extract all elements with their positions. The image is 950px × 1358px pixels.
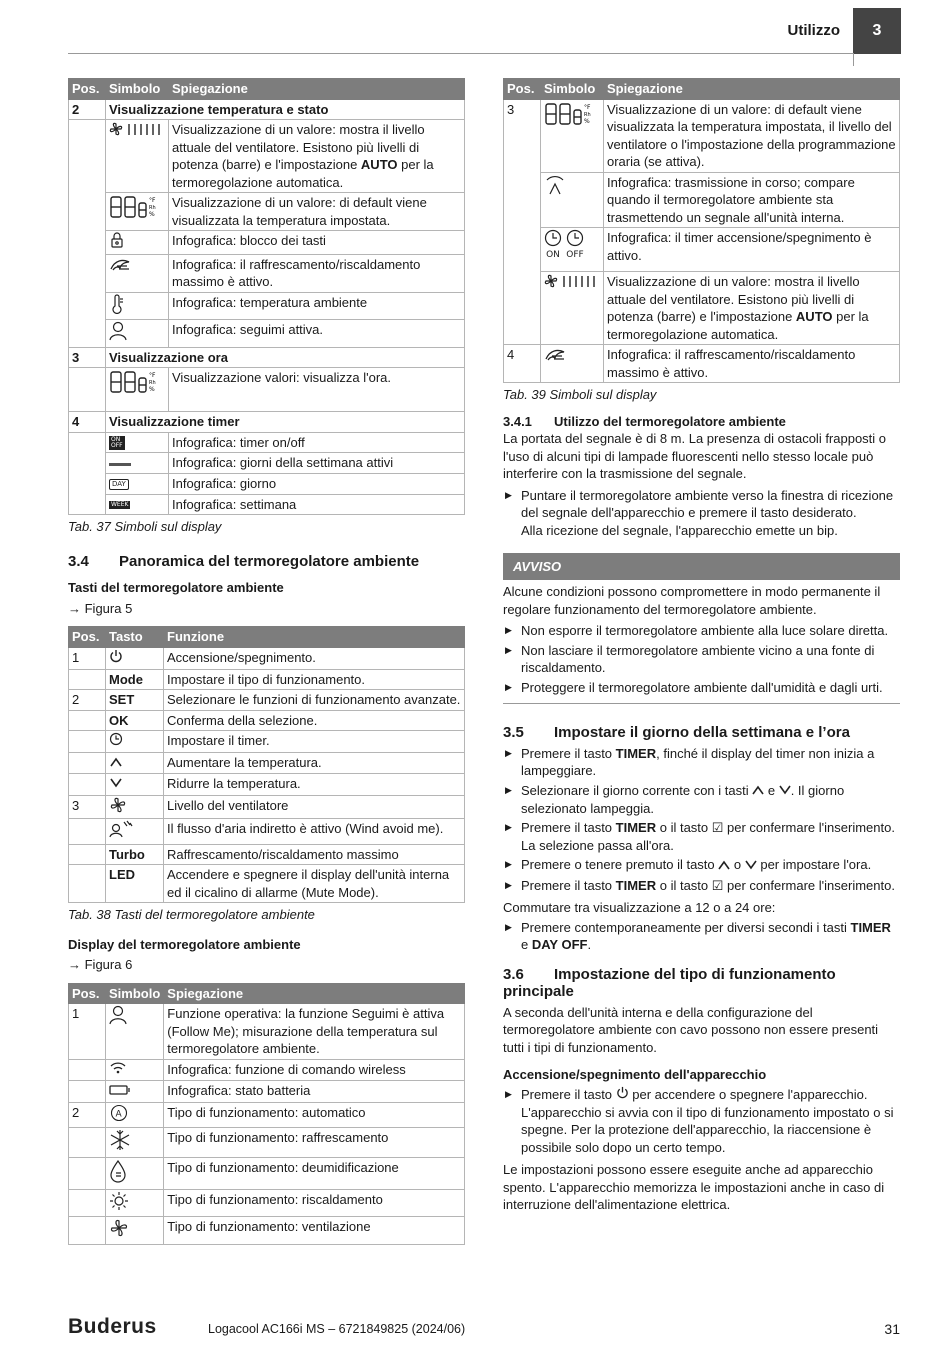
wind-avoid-me-icon — [109, 820, 133, 843]
table-row: 2 A Tipo di funzionamento: automatico — [69, 1102, 465, 1128]
th-explanation: Spiegazione — [164, 983, 465, 1004]
room-temperature-icon — [109, 294, 125, 319]
th-pos: Pos. — [69, 627, 106, 648]
timer-on-icon: ON — [544, 229, 562, 260]
table-37 — [68, 78, 465, 515]
table-row: Mode Impostare il tipo di funzionamento. — [69, 669, 465, 690]
svg-text:Rh: Rh — [149, 205, 156, 211]
table-row: 1 Accensione/spegnimento. — [69, 647, 465, 669]
day-icon: DAY — [109, 479, 129, 490]
table-row: Aumentare la temperatura. — [69, 752, 465, 773]
document-reference: Logacool AC166i MS – 6721849825 (2024/06) — [208, 1322, 466, 1336]
list-item: ▶ Premere il tasto TIMER o il tasto ☑ per confermare l'inserimento. — [503, 877, 900, 895]
segment-value-icon — [544, 101, 594, 132]
weekdays-icon — [109, 455, 131, 473]
list-item: ▶ Premere contemporaneamente per diversi secondi i tasti TIMER e DAY OFF. — [503, 919, 900, 954]
auto-mode-icon — [109, 1104, 129, 1127]
fan-bars-icon — [109, 121, 165, 142]
th-symbol: Simbolo — [541, 79, 604, 100]
table-39-caption: Tab. 39 Simboli sul display — [503, 387, 657, 402]
th-symbol: Simbolo — [106, 983, 164, 1004]
section-3-4-subheading: Tasti del termoregolatore ambiente — [68, 580, 284, 596]
table-39-part1 — [68, 983, 465, 1245]
table-row: 2 Visualizzazione temperatura e stato — [69, 99, 465, 120]
th-symbol: Simbolo — [106, 79, 169, 100]
chevron-down-icon — [779, 782, 791, 800]
svg-text:Rh: Rh — [149, 380, 156, 386]
th-explanation: Spiegazione — [604, 79, 900, 100]
fan-icon — [109, 797, 127, 818]
battery-icon — [109, 1083, 131, 1101]
th-function: Funzione — [164, 627, 465, 648]
segment-time-icon — [109, 369, 159, 400]
list-item: ▶ Selezionare il giorno corrente con i tasti e . Il giorno selezionato lampeggia. — [503, 782, 900, 818]
lock-icon — [109, 232, 125, 253]
chevron-down-icon — [109, 776, 123, 794]
th-explanation: Spiegazione — [169, 79, 465, 100]
th-pos: Pos. — [504, 79, 541, 100]
th-key: Tasto — [106, 627, 164, 648]
list-item: ▶ Premere il tasto TIMER o il tasto ☑ per confermare l'inserimento. La selezione passa all'ora. — [503, 819, 900, 854]
section-3-6-subheading: Accensione/spegnimento dell'apparecchio — [503, 1067, 767, 1083]
fan-mode-icon — [109, 1218, 129, 1243]
table-row: Tipo di funzionamento: ventilazione — [69, 1217, 465, 1245]
week-icon: WEEK — [111, 501, 129, 509]
transmitting-icon — [544, 174, 566, 201]
page-number: 31 — [884, 1321, 900, 1337]
table-row: Infografica: seguimi attiva. — [69, 320, 465, 348]
chevron-up-icon — [752, 782, 764, 800]
chevron-up-icon — [718, 857, 730, 875]
table-row: 3 Livello del ventilatore — [69, 795, 465, 819]
header-tick — [853, 54, 854, 66]
table-row: Visualizzazione di un valore: mostra il livello attuale del ventilatore. Esistono più livelli di potenza (barre) e l'impostazione AUTO per la termoregolazione automatica. — [504, 272, 900, 345]
table-row: LED Accendere e spegnere il display dell'unità interna ed il cicalino di allarme (Mute Mode). — [69, 865, 465, 903]
heating-icon — [109, 1191, 129, 1216]
table-row: Tipo di funzionamento: deumidificazione — [69, 1158, 465, 1190]
timer-off-icon: OFF — [566, 229, 584, 260]
figure-5-reference: → Figura 5 — [68, 600, 133, 616]
table-38 — [68, 626, 465, 903]
section-3-4-heading: 3.4 Panoramica del termoregolatore ambiente — [68, 552, 420, 570]
follow-me-icon — [109, 1005, 127, 1030]
svg-text:°F: °F — [149, 197, 156, 204]
table-row: Infografica: trasmissione in corso; compare quando il termoregolatore ambiente sta trasmettendo un segnale all'unità interna. — [504, 172, 900, 228]
svg-text:A: A — [115, 1109, 122, 1120]
chapter-number: 3 — [853, 8, 901, 54]
figure-6-reference: → Figura 6 — [68, 957, 133, 973]
table-row: Impostare il timer. — [69, 731, 465, 753]
section-3-5-list — [503, 745, 900, 895]
table-row: Infografica: stato batteria — [69, 1081, 465, 1102]
svg-text:%: % — [149, 386, 155, 393]
section-3-6-list — [503, 1086, 900, 1157]
section-3-5-heading: 3.5 Impostare il giorno della settimana e l’ora — [503, 724, 850, 741]
table-39-part2 — [503, 78, 900, 383]
table-38-caption: Tab. 38 Tasti del termoregolatore ambiente — [68, 907, 315, 923]
svg-text:Rh: Rh — [584, 111, 591, 118]
list-item: ▶ Non lasciare il termoregolatore ambiente vicino a una fonte di riscaldamento. — [503, 642, 900, 677]
warning-banner: AVVISO — [503, 553, 900, 580]
table-row: Infografica: blocco dei tasti — [69, 231, 465, 255]
table-row: Infografica: temperatura ambiente — [69, 292, 465, 320]
table-row: 3 Visualizzazione ora — [69, 347, 465, 368]
list-item: ▶ Non esporre il termoregolatore ambiente alla luce solare diretta. — [503, 622, 900, 640]
turbo-icon — [544, 346, 568, 367]
section-3-6-paragraph-2: Le impostazioni possono essere eseguite anche ad apparecchio spento. L'apparecchio memorizza le impostazioni anche in caso di interruzione dell'alimentazione elettrica. — [503, 1162, 885, 1213]
svg-text:%: % — [149, 211, 155, 218]
table-row: 4 Visualizzazione timer — [69, 412, 465, 433]
follow-me-icon — [109, 321, 127, 346]
power-icon — [109, 649, 123, 668]
list-item: ▶ Premere il tasto per accendere o spegnere l'apparecchio. L'apparecchio si avvia con il tipo di funzionamento impostato o si spegne. Per la protezione dell'apparecchio, la riaccensione è possibile solo dopo un certo tempo. — [503, 1086, 900, 1157]
table-row: Il flusso d'aria indiretto è attivo (Wind avoid me). — [69, 819, 465, 845]
section-3-6-heading: 3.6 Impostazione del tipo di funzionamento principale — [503, 965, 836, 1001]
table-row: OK Conferma della selezione. — [69, 710, 465, 731]
turbo-icon — [109, 256, 133, 277]
table-row: DAY Infografica: giorno — [69, 474, 465, 495]
dehumidify-icon — [109, 1159, 127, 1188]
section-3-5-list-2 — [503, 919, 900, 954]
table-row: 2 SET Selezionare le funzioni di funzionamento avanzate. — [69, 690, 465, 711]
svg-text:°F: °F — [584, 103, 591, 111]
display-subheading: Display del termoregolatore ambiente — [68, 936, 301, 952]
fan-bars-icon — [544, 273, 600, 294]
power-icon — [616, 1086, 629, 1104]
table-row: °F Rh % Visualizzazione valori: visualizza l'ora. — [69, 368, 465, 412]
table-37-caption: Tab. 37 Simboli sul display — [68, 519, 222, 535]
section-3-4-1-paragraph: La portata del segnale è di 8 m. La presenza di ostacoli frapposti o l'uso di alcuni tipi di lampade fluorescenti nello stesso locale può interferire con la trasmissione del segnale. — [503, 431, 887, 481]
chevron-up-icon — [109, 755, 123, 773]
table-row: Ridurre la temperatura. — [69, 774, 465, 795]
warning-box: Alcune condizioni possono compromettere in modo permanente il regolare funzionamento del termoregolatore ambiente. ▶ Non esporre il termoregolatore ambiente alla luce solare diretta. ▶ Non lasciare il termoregolatore ambiente vicino a una fonte di riscaldamento. ▶ Proteggere il termoregolatore ambiente dall'umidità e dagli urti. — [503, 583, 900, 704]
section-3-4-1-list — [503, 487, 900, 540]
clock-icon — [109, 732, 123, 751]
list-item: ▶ Premere il tasto TIMER, finché il display del timer non inizia a lampeggiare. — [503, 745, 900, 780]
table-row: Tipo di funzionamento: riscaldamento — [69, 1189, 465, 1217]
th-pos: Pos. — [69, 79, 106, 100]
chevron-down-icon — [745, 857, 757, 875]
list-item: ▶ Proteggere il termoregolatore ambiente dall'umidità e dagli urti. — [503, 679, 900, 697]
table-row: WEEK Infografica: settimana — [69, 494, 465, 515]
svg-text:°F: °F — [149, 372, 156, 379]
table-row: Tipo di funzionamento: raffrescamento — [69, 1128, 465, 1158]
brand-logo: Buderus — [68, 1315, 157, 1338]
th-pos: Pos. — [69, 983, 106, 1004]
table-row: ON OFF Infografica: timer on/off — [69, 432, 465, 453]
table-row: 1 Funzione operativa: la funzione Seguimi è attiva (Follow Me); misurazione della temperatura sul termoregolatore ambiente. — [69, 1004, 465, 1060]
timer-on-off-icon: ON OFF — [111, 436, 123, 450]
table-row: Infografica: giorni della settimana attivi — [69, 453, 465, 474]
segment-temperature-icon — [109, 194, 159, 225]
wireless-icon — [109, 1061, 127, 1080]
table-row: °F Rh % Visualizzazione di un valore: di default viene visualizzata la temperatura impostata. — [69, 193, 465, 231]
list-item: ▶ Premere o tenere premuto il tasto o per impostare l'ora. — [503, 856, 900, 874]
right-column — [503, 78, 900, 1214]
table-row: Infografica: il raffrescamento/riscaldamento massimo è attivo. — [69, 254, 465, 292]
table-row: 3 °F Rh % Visualizzazione di un valore: di default viene visualizzata la temperatura impostata, il livello del ventilatore o l'impostazione della programmazione oraria (se attiva). — [504, 99, 900, 172]
cooling-icon — [109, 1129, 131, 1156]
svg-text:%: % — [584, 117, 590, 125]
table-row: Infografica: funzione di comando wireless — [69, 1059, 465, 1081]
section-3-5-paragraph: Commutare tra visualizzazione a 12 o a 24 ore: — [503, 900, 776, 916]
section-3-6-paragraph: A seconda dell'unità interna e della configurazione del termoregolatore ambiente con cavo possono non essere presenti tutti i tipi di funzionamento. — [503, 1004, 879, 1055]
header-title: Utilizzo — [787, 22, 840, 39]
table-row: 4 Infografica: il raffrescamento/riscaldamento massimo è attivo. — [504, 345, 900, 383]
table-row: ON OFF Infografica: il timer accensione/spegnimento è attivo. — [504, 228, 900, 272]
list-item: ▶ Puntare il termoregolatore ambiente verso la finestra di ricezione del segnale dell'apparecchio e premere il tasto desiderato. Alla ricezione del segnale, l'apparecchio emette un bip. — [503, 487, 900, 540]
left-column — [68, 78, 465, 1245]
header-rule — [68, 53, 854, 54]
table-row: Visualizzazione di un valore: mostra il livello attuale del ventilatore. Esistono più livelli di potenza (barre) e l'impostazione AUTO per la termoregolazione automatica. — [69, 120, 465, 193]
table-row: Turbo Raffrescamento/riscaldamento massimo — [69, 844, 465, 865]
section-3-4-1-heading: 3.4.1 Utilizzo del termoregolatore ambiente — [503, 413, 786, 429]
